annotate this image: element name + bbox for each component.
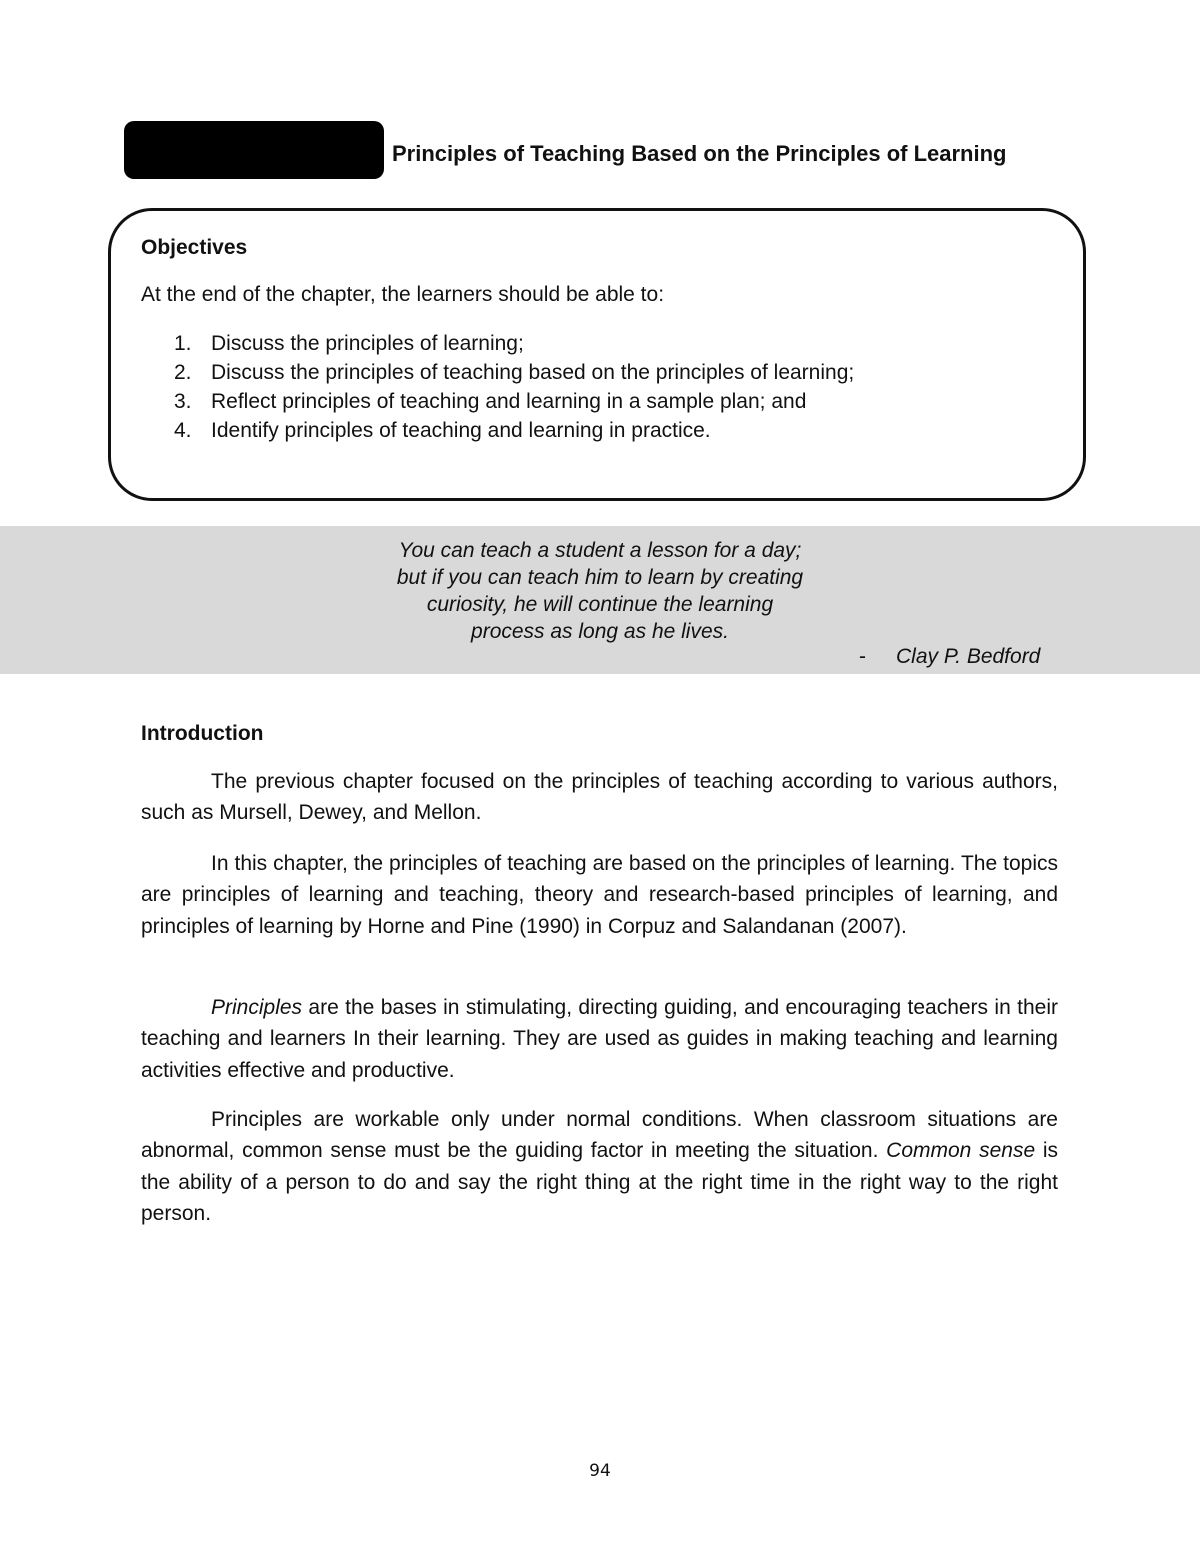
intro-paragraph-4: Principles are workable only under normal conditions. When classroom situations are abnormal, common sense must be the guiding factor in meeting the situation. Common sense is the ability of a person to do and say the right thing at the right time in the right way to the right person.: [141, 1108, 1059, 1225]
chapter-title: Principles of Teaching Based on the Principles of Learning: [392, 141, 1007, 166]
intro-paragraph-2: In this chapter, the principles of teaching are based on the principles of learning. The topics are principles of learning and teaching, theory and research-based principles of learning, and principles of learning by Horne and Pine (1990) in Corpuz and Salandanan (2007).: [141, 852, 1058, 938]
quote-attribution: [859, 645, 1040, 669]
objective-number: 1.: [174, 332, 192, 355]
quote-line: You can teach a student a lesson for a day;: [398, 539, 802, 562]
objectives-intro: At the end of the chapter, the learners should be able to:: [141, 283, 665, 306]
quote-author: Clay P. Bedford: [896, 645, 1041, 668]
objective-item: [174, 358, 854, 387]
quote-line: but if you can teach him to learn by creating: [396, 566, 804, 589]
objective-text: Reflect principles of teaching and learning in a sample plan; and: [211, 390, 807, 413]
intro-paragraph-1: The previous chapter focused on the principles of teaching according to various authors, such as Mursell, Dewey, and Mellon.: [141, 770, 1058, 825]
quote-line: process as long as he lives.: [471, 620, 729, 643]
objective-item: [174, 416, 854, 445]
objective-item: [174, 329, 854, 358]
objective-number: 2.: [174, 361, 192, 384]
objective-number: 3.: [174, 390, 192, 413]
quote-line: curiosity, he will continue the learning: [426, 593, 774, 616]
objective-text: Discuss the principles of learning;: [211, 332, 524, 355]
objectives-list: [174, 329, 854, 445]
chapter-number-tab: [124, 121, 384, 179]
objective-item: [174, 387, 854, 416]
term-common-sense: Common sense: [886, 1139, 1036, 1163]
term-principles: Principles: [211, 996, 303, 1019]
page-number: 94: [589, 1461, 611, 1481]
intro-paragraph-3: Principles are the bases in stimulating, directing guiding, and encouraging teachers in their teaching and learners In their learning. They are used as guides in making teaching and learning activities effective and productive.: [141, 996, 1058, 1082]
introduction-heading: Introduction: [141, 722, 264, 745]
objective-number: 4.: [174, 419, 192, 442]
quote-dash: -: [859, 645, 866, 668]
objective-text: Discuss the principles of teaching based on the principles of learning;: [211, 361, 855, 384]
objective-text: Identify principles of teaching and learning in practice.: [211, 419, 711, 442]
objectives-heading: Objectives: [141, 236, 248, 259]
quote-text: [0, 537, 1200, 645]
